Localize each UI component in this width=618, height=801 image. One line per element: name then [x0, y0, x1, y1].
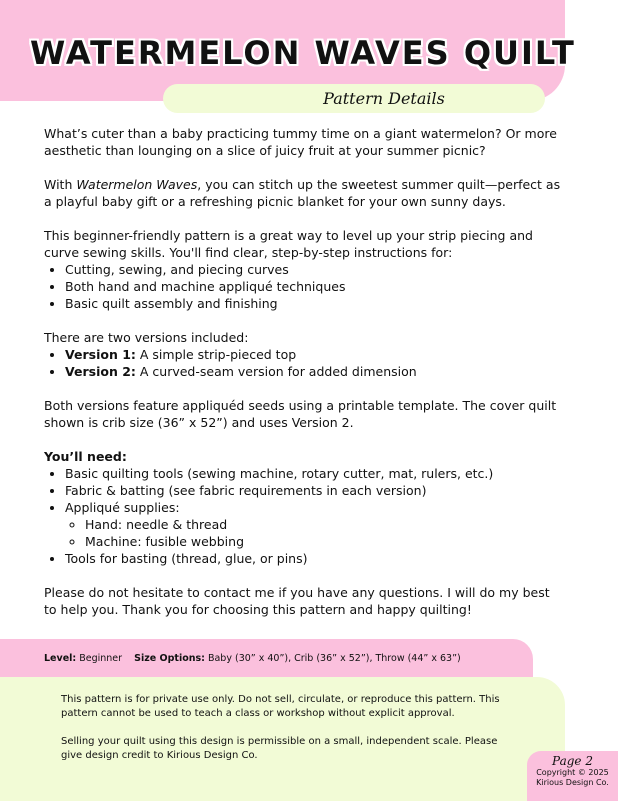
intro-paragraph-3: This beginner-friendly pattern is a great way to level up your strip piecing and curve sewing skills. You'll find clear, step-by-step instructions for:	[44, 228, 533, 260]
version-label: Version 1:	[65, 347, 136, 362]
size-value: Baby (30” x 40”), Crib (36” x 52”), Throw (44” x 63”)	[204, 652, 461, 664]
legal-notice	[61, 693, 521, 777]
applique-label: Appliqué supplies:	[65, 500, 180, 515]
versions-list	[44, 346, 564, 380]
size-label: Size Options:	[134, 652, 205, 664]
needs-heading	[44, 448, 564, 465]
legal-paragraph-2: Selling your quilt using this design is permissible on a small, independent scale. Please give design credit to Kirious Design Co.	[61, 736, 498, 761]
applique-sublist	[65, 516, 564, 550]
copyright-line-1: Copyright © 2025	[536, 768, 609, 777]
versions-intro: There are two versions included:	[44, 330, 249, 345]
list-item	[65, 346, 564, 363]
list-item	[65, 499, 564, 550]
page-title: WATERMELON WAVES QUILT	[30, 34, 576, 72]
closing-paragraph: Please do not hesitate to contact me if you have any questions. I will do my best to help you. Thank you for choosing this pattern and happy quilting!	[44, 585, 550, 617]
list-item: • Both hand and machine appliqué techniques	[65, 278, 564, 295]
needs-heading-text: You’ll need:	[44, 449, 127, 464]
page-number: Page 2	[552, 754, 593, 768]
version-text: A simple strip-pieced top	[135, 347, 297, 362]
page-subtitle: Pattern Details	[323, 89, 445, 108]
sub-list-item: ◦ Hand: needle & thread	[85, 516, 564, 533]
sub-list-item: ◦ Machine: fusible webbing	[85, 533, 564, 550]
level-value: Beginner	[76, 652, 123, 664]
intro-paragraph-2	[44, 176, 564, 210]
list-item: • Tools for basting (thread, glue, or pins)	[65, 550, 564, 567]
pattern-name-emphasis: Watermelon Waves	[76, 177, 198, 192]
specs-line	[0, 653, 461, 664]
versions-note: Both versions feature appliquéd seeds using a printable template. The cover quilt shown is crib size (36” x 52”) and uses Version 2.	[44, 398, 557, 430]
version-text: A curved-seam version for added dimension	[135, 364, 417, 379]
intro-paragraph-1: What’s cuter than a baby practicing tummy time on a giant watermelon? Or more aesthetic than lounging on a slice of juicy fruit at your summer picnic?	[44, 126, 557, 158]
needs-list	[44, 465, 564, 567]
intro-p2-suffix: , you can stitch up the sweetest summer quilt—perfect as a playful baby gift or a refreshing picnic blanket for your own sunny days.	[44, 177, 561, 209]
list-item	[65, 363, 564, 380]
copyright-line-2: Kirious Design Co.	[536, 778, 609, 787]
page-tab	[527, 751, 618, 801]
list-item: • Basic quilt assembly and finishing	[65, 295, 564, 312]
specs-band	[0, 639, 533, 677]
level-label: Level:	[44, 652, 77, 664]
main-content	[44, 125, 564, 635]
list-item: • Basic quilting tools (sewing machine, rotary cutter, mat, rulers, etc.)	[65, 465, 564, 482]
instructions-list	[44, 261, 564, 312]
intro-p2-prefix: With	[44, 177, 77, 192]
legal-paragraph-1: This pattern is for private use only. Do not sell, circulate, or reproduce this pattern. This pattern cannot be used to teach a class or workshop without explicit approval.	[61, 694, 500, 719]
list-item: • Fabric & batting (see fabric requirements in each version)	[65, 482, 564, 499]
list-item: • Cutting, sewing, and piecing curves	[65, 261, 564, 278]
version-label: Version 2:	[65, 364, 136, 379]
subtitle-band	[163, 84, 545, 113]
